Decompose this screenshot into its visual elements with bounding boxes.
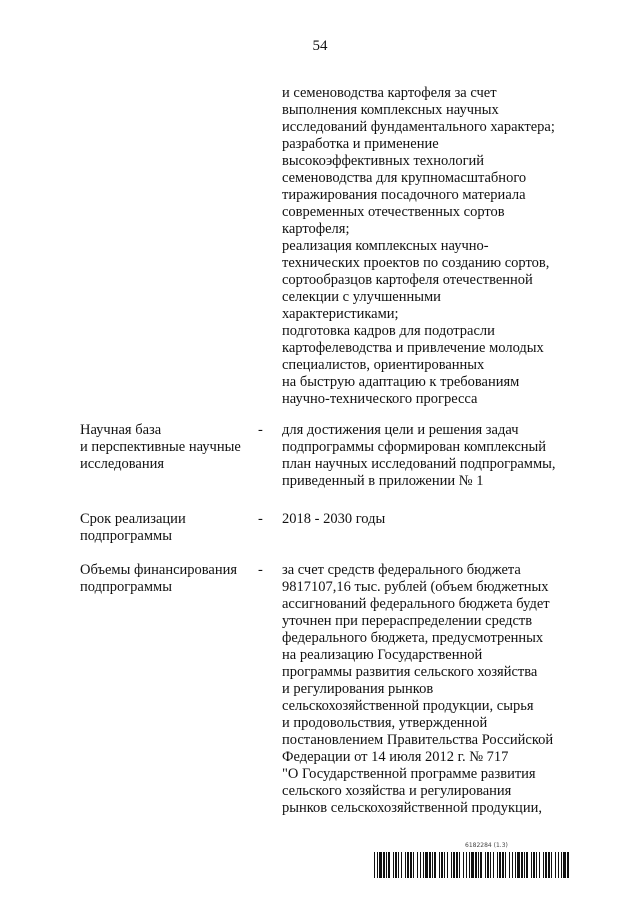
value-line: сельского хозяйства и регулирования — [282, 783, 512, 799]
value-line: за счет средств федерального бюджета — [282, 562, 521, 578]
value-line: план научных исследований подпрограммы, — [282, 456, 556, 472]
text-line: на быструю адаптацию к требованиям — [282, 374, 520, 390]
value-line: рынков сельскохозяйственной продукции, — [282, 800, 542, 816]
document-code: 6182284 (1.3) — [465, 842, 508, 849]
value-line: приведенный в приложении № 1 — [282, 473, 484, 489]
value-line: для достижения цели и решения задач — [282, 422, 519, 438]
text-line: реализация комплексных научно- — [282, 238, 489, 254]
text-line: подготовка кадров для подотрасли — [282, 323, 495, 339]
text-line: и семеноводства картофеля за счет — [282, 85, 497, 101]
text-line: высокоэффективных технологий — [282, 153, 485, 169]
value-line: и продовольствия, утвержденной — [282, 715, 488, 731]
text-line: селекции с улучшенными — [282, 289, 441, 305]
row-value — [282, 562, 602, 817]
text-line: тиражирования посадочного материала — [282, 187, 526, 203]
value-line: 9817107,16 тыс. рублей (объем бюджетных — [282, 579, 549, 595]
value-line: подпрограммы сформирован комплексный — [282, 439, 547, 455]
row-label — [80, 511, 260, 545]
barcode-image — [374, 852, 570, 878]
row-value — [282, 422, 602, 490]
value-line: постановлением Правительства Российской — [282, 732, 554, 748]
value-line: на реализацию Государственной — [282, 647, 483, 663]
label-line: Объемы финансирования — [80, 562, 238, 578]
text-line: научно-технического прогресса — [282, 391, 478, 407]
value-line: федерального бюджета, предусмотренных — [282, 630, 544, 646]
text-line: картофеля; — [282, 221, 350, 237]
page-number: 54 — [312, 38, 328, 54]
text-line: специалистов, ориентированных — [282, 357, 485, 373]
value-line: программы развития сельского хозяйства — [282, 664, 538, 680]
label-line: подпрограммы — [80, 528, 172, 544]
value-line: "О Государственной программе развития — [282, 766, 536, 782]
row-value — [282, 511, 602, 528]
row-dash: - — [258, 422, 263, 438]
row-label — [80, 562, 260, 596]
row-dash: - — [258, 562, 263, 578]
label-line: исследования — [80, 456, 165, 472]
continuation-text — [282, 85, 602, 408]
value-line: сельскохозяйственной продукции, сырья — [282, 698, 534, 714]
text-line: характеристиками; — [282, 306, 399, 322]
text-line: технических проектов по созданию сортов, — [282, 255, 550, 271]
value-line: 2018 - 2030 годы — [282, 511, 386, 527]
text-line: сортообразцов картофеля отечественной — [282, 272, 533, 288]
label-line: Срок реализации — [80, 511, 186, 527]
label-line: подпрограммы — [80, 579, 172, 595]
value-line: уточнен при перераспределении средств — [282, 613, 533, 629]
value-line: Федерации от 14 июля 2012 г. № 717 — [282, 749, 509, 765]
row-dash: - — [258, 511, 263, 527]
text-line: картофелеводства и привлечение молодых — [282, 340, 544, 356]
value-line: и регулирования рынков — [282, 681, 434, 697]
label-line: Научная база — [80, 422, 162, 438]
text-line: семеноводства для крупномасштабного — [282, 170, 527, 186]
row-label — [80, 422, 260, 473]
value-line: ассигнований федерального бюджета будет — [282, 596, 550, 612]
text-line: разработка и применение — [282, 136, 439, 152]
text-line: выполнения комплексных научных — [282, 102, 499, 118]
text-line: современных отечественных сортов — [282, 204, 505, 220]
text-line: исследований фундаментального характера; — [282, 119, 555, 135]
label-line: и перспективные научные — [80, 439, 241, 455]
